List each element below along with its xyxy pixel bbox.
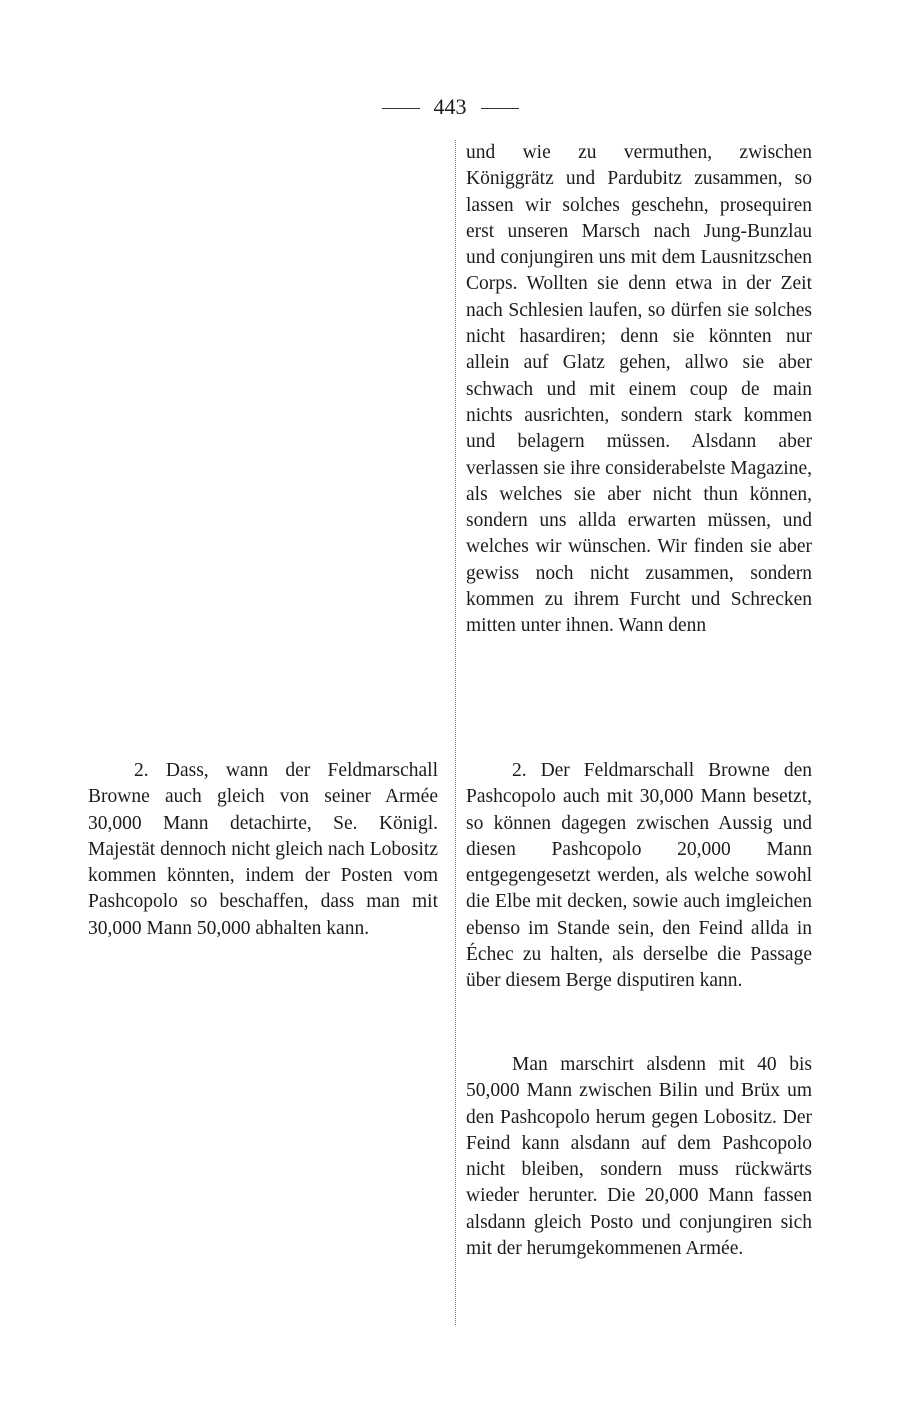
page-number: 443 [433, 94, 467, 119]
right-column-point-2-block [466, 758, 812, 995]
right-column-top-block [466, 140, 812, 640]
right-point-2-paragraph: 2. Der Feldmarschall Browne den Pashcopolo auch mit 30,000 Mann besetzt, so können dagegen zwischen Aussig und diesen Pashcopolo 20,000 Mann entgegengesetzt werden, als welche sowohl die Elbe mit decken, sowie auch imgleichen ebenso im Stande sein, den Feind allda in Échec zu halten, als derselbe die Passage über diesem Berge disputiren kann. [466, 760, 812, 992]
header-dash-left [382, 108, 420, 109]
right-column-closing-block [466, 1052, 812, 1262]
right-top-paragraph: und wie zu vermuthen, zwischen Königgrätz und Pardubitz zusammen, so lassen wir solches geschehn, prosequiren erst unseren Marsch nach Jung-Bunzlau und conjungiren uns mit dem Lausnitzschen Corps. Wollten sie denn etwa in der Zeit nach Schlesien laufen, so dürfen sie solches nicht hasardiren; denn sie könnten nur allein auf Glatz gehen, allwo sie aber schwach und mit einem coup de main nichts ausrichten, sondern stark kommen und belagern müssen. Alsdann aber verlassen sie ihre considerabelste Magazine, als welches sie aber nicht thun können, sondern uns allda erwarten müssen, und welches wir wünschen. Wir finden sie aber gewiss noch nicht zusammen, sondern kommen zu ihrem Furcht und Schrecken mitten unter ihnen. Wann denn [466, 142, 812, 637]
column-divider [455, 140, 456, 1325]
left-point-2-paragraph: 2. Dass, wann der Feldmarschall Browne auch gleich von seiner Armée 30,000 Mann detachirte, Se. Königl. Majestät dennoch nicht gleich nach Lobositz kommen könnten, indem der Posten vom Pashcopolo so beschaffen, dass man mit 30,000 Mann 50,000 abhalten kann. [88, 760, 438, 939]
right-closing-paragraph: Man marschirt alsdenn mit 40 bis 50,000 Mann zwischen Bilin und Brüx um den Pashcopolo herum gegen Lobositz. Der Feind kann alsdann auf dem Pashcopolo nicht bleiben, sondern muss rückwärts wieder herunter. Die 20,000 Mann fassen alsdann gleich Posto und conjungiren sich mit der herumgekommenen Armée. [466, 1054, 812, 1260]
page-header [0, 92, 900, 122]
header-dash-right [481, 108, 519, 109]
left-column-point-2-block [88, 758, 438, 942]
